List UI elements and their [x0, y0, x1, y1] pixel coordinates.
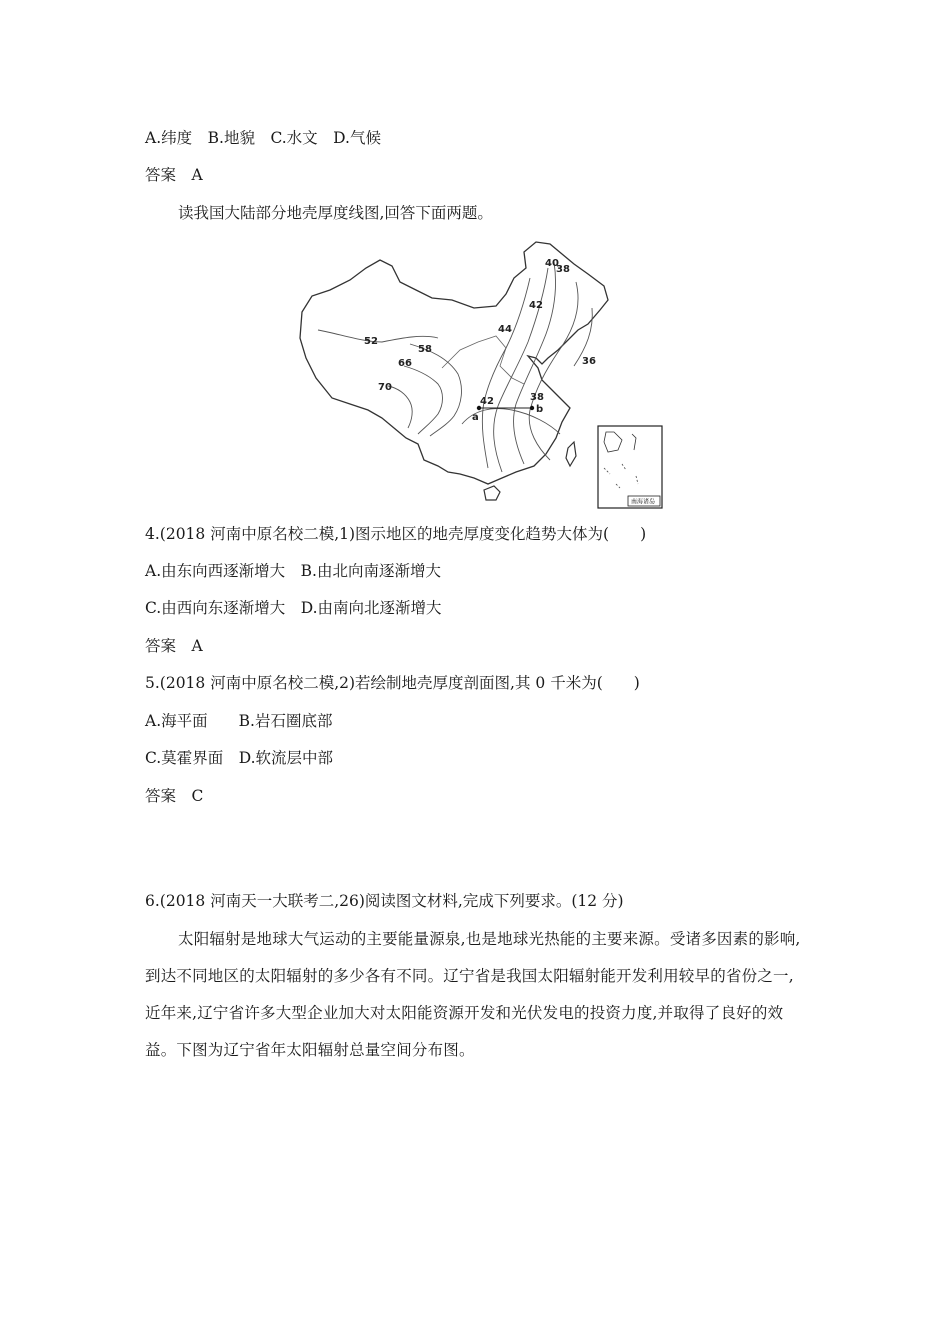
q5-stem: 5.(2018 河南中原名校二模,2)若绘制地壳厚度剖面图,其 0 千米为( ) — [145, 674, 640, 692]
point-b-marker — [530, 406, 534, 410]
contour-label-42-south: 42 — [480, 396, 494, 407]
contour-label-38-south: 38 — [530, 392, 544, 403]
inset-label: 南海诸岛 — [631, 498, 656, 506]
china-outline — [300, 242, 608, 484]
south-china-sea-inset — [598, 426, 662, 508]
crust-thickness-map — [292, 238, 668, 510]
q3-options: A.纬度 B.地貌 C.水文 D.气候 — [145, 129, 381, 147]
point-b-label: b — [536, 404, 544, 415]
contour-label-52: 52 — [364, 336, 378, 347]
q4-stem: 4.(2018 河南中原名校二模,1)图示地区的地壳厚度变化趋势大体为( ) — [145, 525, 647, 543]
contour-52 — [318, 330, 438, 342]
contour-58 — [410, 344, 461, 436]
taiwan-island — [566, 442, 576, 466]
contour-label-40: 40 — [545, 258, 559, 269]
q4-answer: 答案 A — [145, 637, 203, 655]
q4-options-ab: A.由东向西逐渐增大 B.由北向南逐渐增大 — [145, 562, 441, 580]
hainan-island — [484, 486, 500, 500]
q4-options-cd: C.由西向东逐渐增大 D.由南向北逐渐增大 — [145, 599, 442, 617]
contour-label-36: 36 — [582, 356, 596, 367]
china-map-svg — [292, 238, 668, 510]
contour-label-42: 42 — [529, 300, 543, 311]
q5-options-cd: C.莫霍界面 D.软流层中部 — [145, 749, 334, 767]
q3-answer: 答案 A — [145, 166, 203, 184]
contour-label-58: 58 — [418, 344, 432, 355]
q5-options-ab: A.海平面 B.岩石圈底部 — [145, 712, 333, 730]
contour-label-38: 38 — [556, 264, 570, 275]
q6-stem: 6.(2018 河南天一大联考二,26)阅读图文材料,完成下列要求。(12 分) — [145, 892, 624, 910]
q5-answer: 答案 C — [145, 787, 204, 805]
contour-label-70: 70 — [378, 382, 392, 393]
map-intro: 读我国大陆部分地壳厚度线图,回答下面两题。 — [178, 204, 493, 222]
q6-paragraph: 太阳辐射是地球大气运动的主要能量源泉,也是地球光热能的主要来源。受诸多因素的影响,到达不同地区的太阳辐射的多少各有不同。辽宁省是我国太阳辐射能开发利用较早的省份之一,近年来,辽宁省许多大型企业加大对太阳能资源开发和光伏发电的投资力度,并取得了良好的效益。下图为辽宁省年太阳辐射总量空间分布图。 — [145, 930, 801, 1059]
point-a-label: a — [472, 412, 479, 423]
contour-label-66: 66 — [398, 358, 412, 369]
contour-label-44: 44 — [498, 324, 512, 335]
